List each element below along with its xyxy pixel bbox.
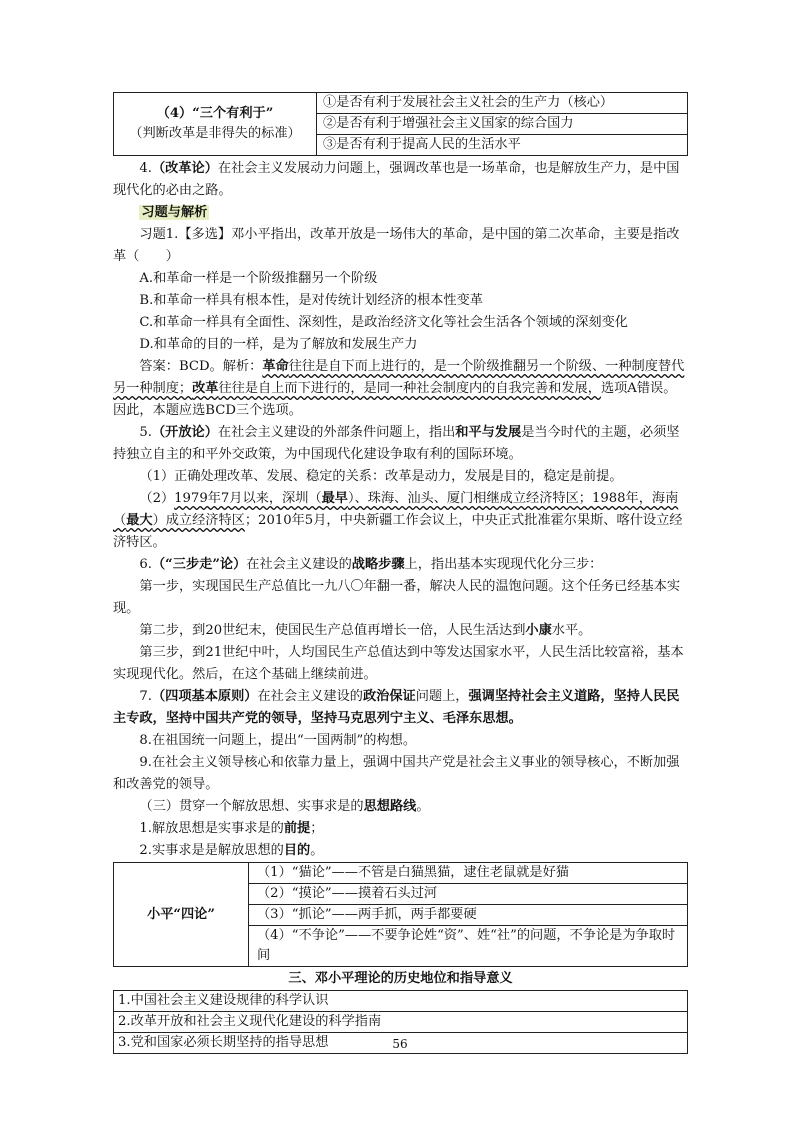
step-two: 第二步，到20世纪末，使国民生产总值再增长一倍，人民生活达到小康水平。 (139, 623, 592, 638)
exercise-option-b: B.和革命一样具有根本性，是对传统计划经济的根本性变革 (139, 293, 483, 308)
four-theories-row: （4）“不争论”——不要争论姓“资”、姓“社”的问题，不争论是为争取时间 (249, 926, 688, 967)
significance-row: 3.党和国家必须长期坚持的指导思想 (114, 1033, 688, 1054)
exercise-answer: 答案：BCD。解析：革命往往是自下而上进行的，是一个阶级推翻另一个阶级、一种制度替代另一种制度；改革往往是自上而下进行的，是同一种社会制度内的自我完善和发展，选项A错误。因此，本题应选BCD三个选项。 (113, 359, 685, 418)
four-principles-paragraph: 7.（四项基本原则）在社会主义建设的政治保证问题上，强调坚持社会主义道路，坚持人民民主专政，坚持中国共产党的领导，坚持马克思列宁主义、毛泽东思想。 (113, 689, 680, 726)
step-three: 第三步，到21世纪中叶，人均国民生产总值达到中等发达国家水平，人民生活比较富裕，基本实现现代化。然后，在这个基础上继续前进。 (113, 645, 684, 682)
ideological-line-item-1: 1.解放思想是实事求是的前提； (139, 821, 324, 836)
page-content (113, 92, 688, 1054)
three-benefits-subtitle: （判断改革是非得失的标准） (129, 126, 301, 141)
significance-row: 1.中国社会主义建设规律的科学认识 (114, 991, 688, 1012)
exercise-question: 习题1.【多选】邓小平指出，改革开放是一场伟大的革命，是中国的第二次革命，主要是指改革（ ） (113, 227, 680, 264)
reunification-paragraph: 8.在祖国统一问题上，提出“一国两制”的构想。 (139, 733, 417, 748)
ideological-line-heading: （三）贯穿一个解放思想、实事求是的思想路线。 (139, 799, 430, 814)
opening-subpoint-2: （2）1979年7月以来，深圳（最早）、珠海、汕头、厦门相继成立经济特区；1988年，海南（最大）成立经济特区；2010年5月，中央新疆工作会议上，中央正式批准霍尔果斯、喀什设立经济特区。 (113, 491, 683, 550)
step-one: 第一步，实现国民生产总值比一九八〇年翻一番，解决人民的温饱问题。这个任务已经基本实现。 (113, 579, 681, 616)
four-theories-table (113, 862, 688, 967)
four-theories-row: （2）“摸论”——摸着石头过河 (249, 884, 688, 905)
three-benefits-label-cell (114, 93, 317, 156)
exercise-option-c: C.和革命一样具有全面性、深刻性，是政治经济文化等社会生活各个领域的深刻变化 (139, 315, 628, 330)
reform-theory-paragraph: 4.（改革论）在社会主义发展动力问题上，强调改革也是一场革命，也是解放生产力，是中国现代化的必由之路。 (113, 161, 680, 198)
three-benefits-title: （4）“三个有利于” (156, 106, 274, 121)
three-benefits-row: ③是否有利于提高人民的生活水平 (317, 135, 688, 156)
opening-subpoint-1: （1）正确处理改革、发展、稳定的关系：改革是动力，发展是目的，稳定是前提。 (139, 469, 623, 484)
significance-row: 2.改革开放和社会主义现代化建设的科学指南 (114, 1012, 688, 1033)
four-theories-label: 小平“四论” (114, 863, 249, 967)
page-number: 56 (392, 1037, 408, 1051)
three-benefits-row: ①是否有利于发展社会主义社会的生产力（核心） (317, 93, 688, 114)
ideological-line-item-2: 2.实事求是是解放思想的目的。 (139, 843, 324, 858)
party-leadership-paragraph: 9.在社会主义领导核心和依靠力量上，强调中国共产党是社会主义事业的领导核心，不断加强和改善党的领导。 (113, 755, 680, 792)
opening-theory-paragraph: 5.（开放论）在社会主义建设的外部条件问题上，指出和平与发展是当今时代的主题，必须坚持独立自主的和平外交政策，为中国现代化建设争取有利的国际环境。 (113, 425, 680, 462)
exercise-option-d: D.和革命的目的一样，是为了解放和发展生产力 (139, 337, 418, 352)
three-benefits-row: ②是否有利于增强社会主义国家的综合国力 (317, 114, 688, 135)
historical-status-heading: 三、邓小平理论的历史地位和指导意义 (288, 971, 513, 986)
four-theories-row: （1）“猫论”——不管是白猫黑猫，逮住老鼠就是好猫 (249, 863, 688, 884)
three-benefits-table (113, 92, 688, 156)
exercise-option-a: A.和革命一样是一个阶级推翻另一个阶级 (139, 271, 378, 286)
four-theories-row: （3）“抓论”——两手抓，两手都要硬 (249, 905, 688, 926)
exercise-section-heading: 习题与解析 (141, 205, 208, 220)
three-steps-paragraph: 6.（“三步走”论）在社会主义建设的战略步骤上，指出基本实现现代化分三步： (139, 557, 603, 572)
